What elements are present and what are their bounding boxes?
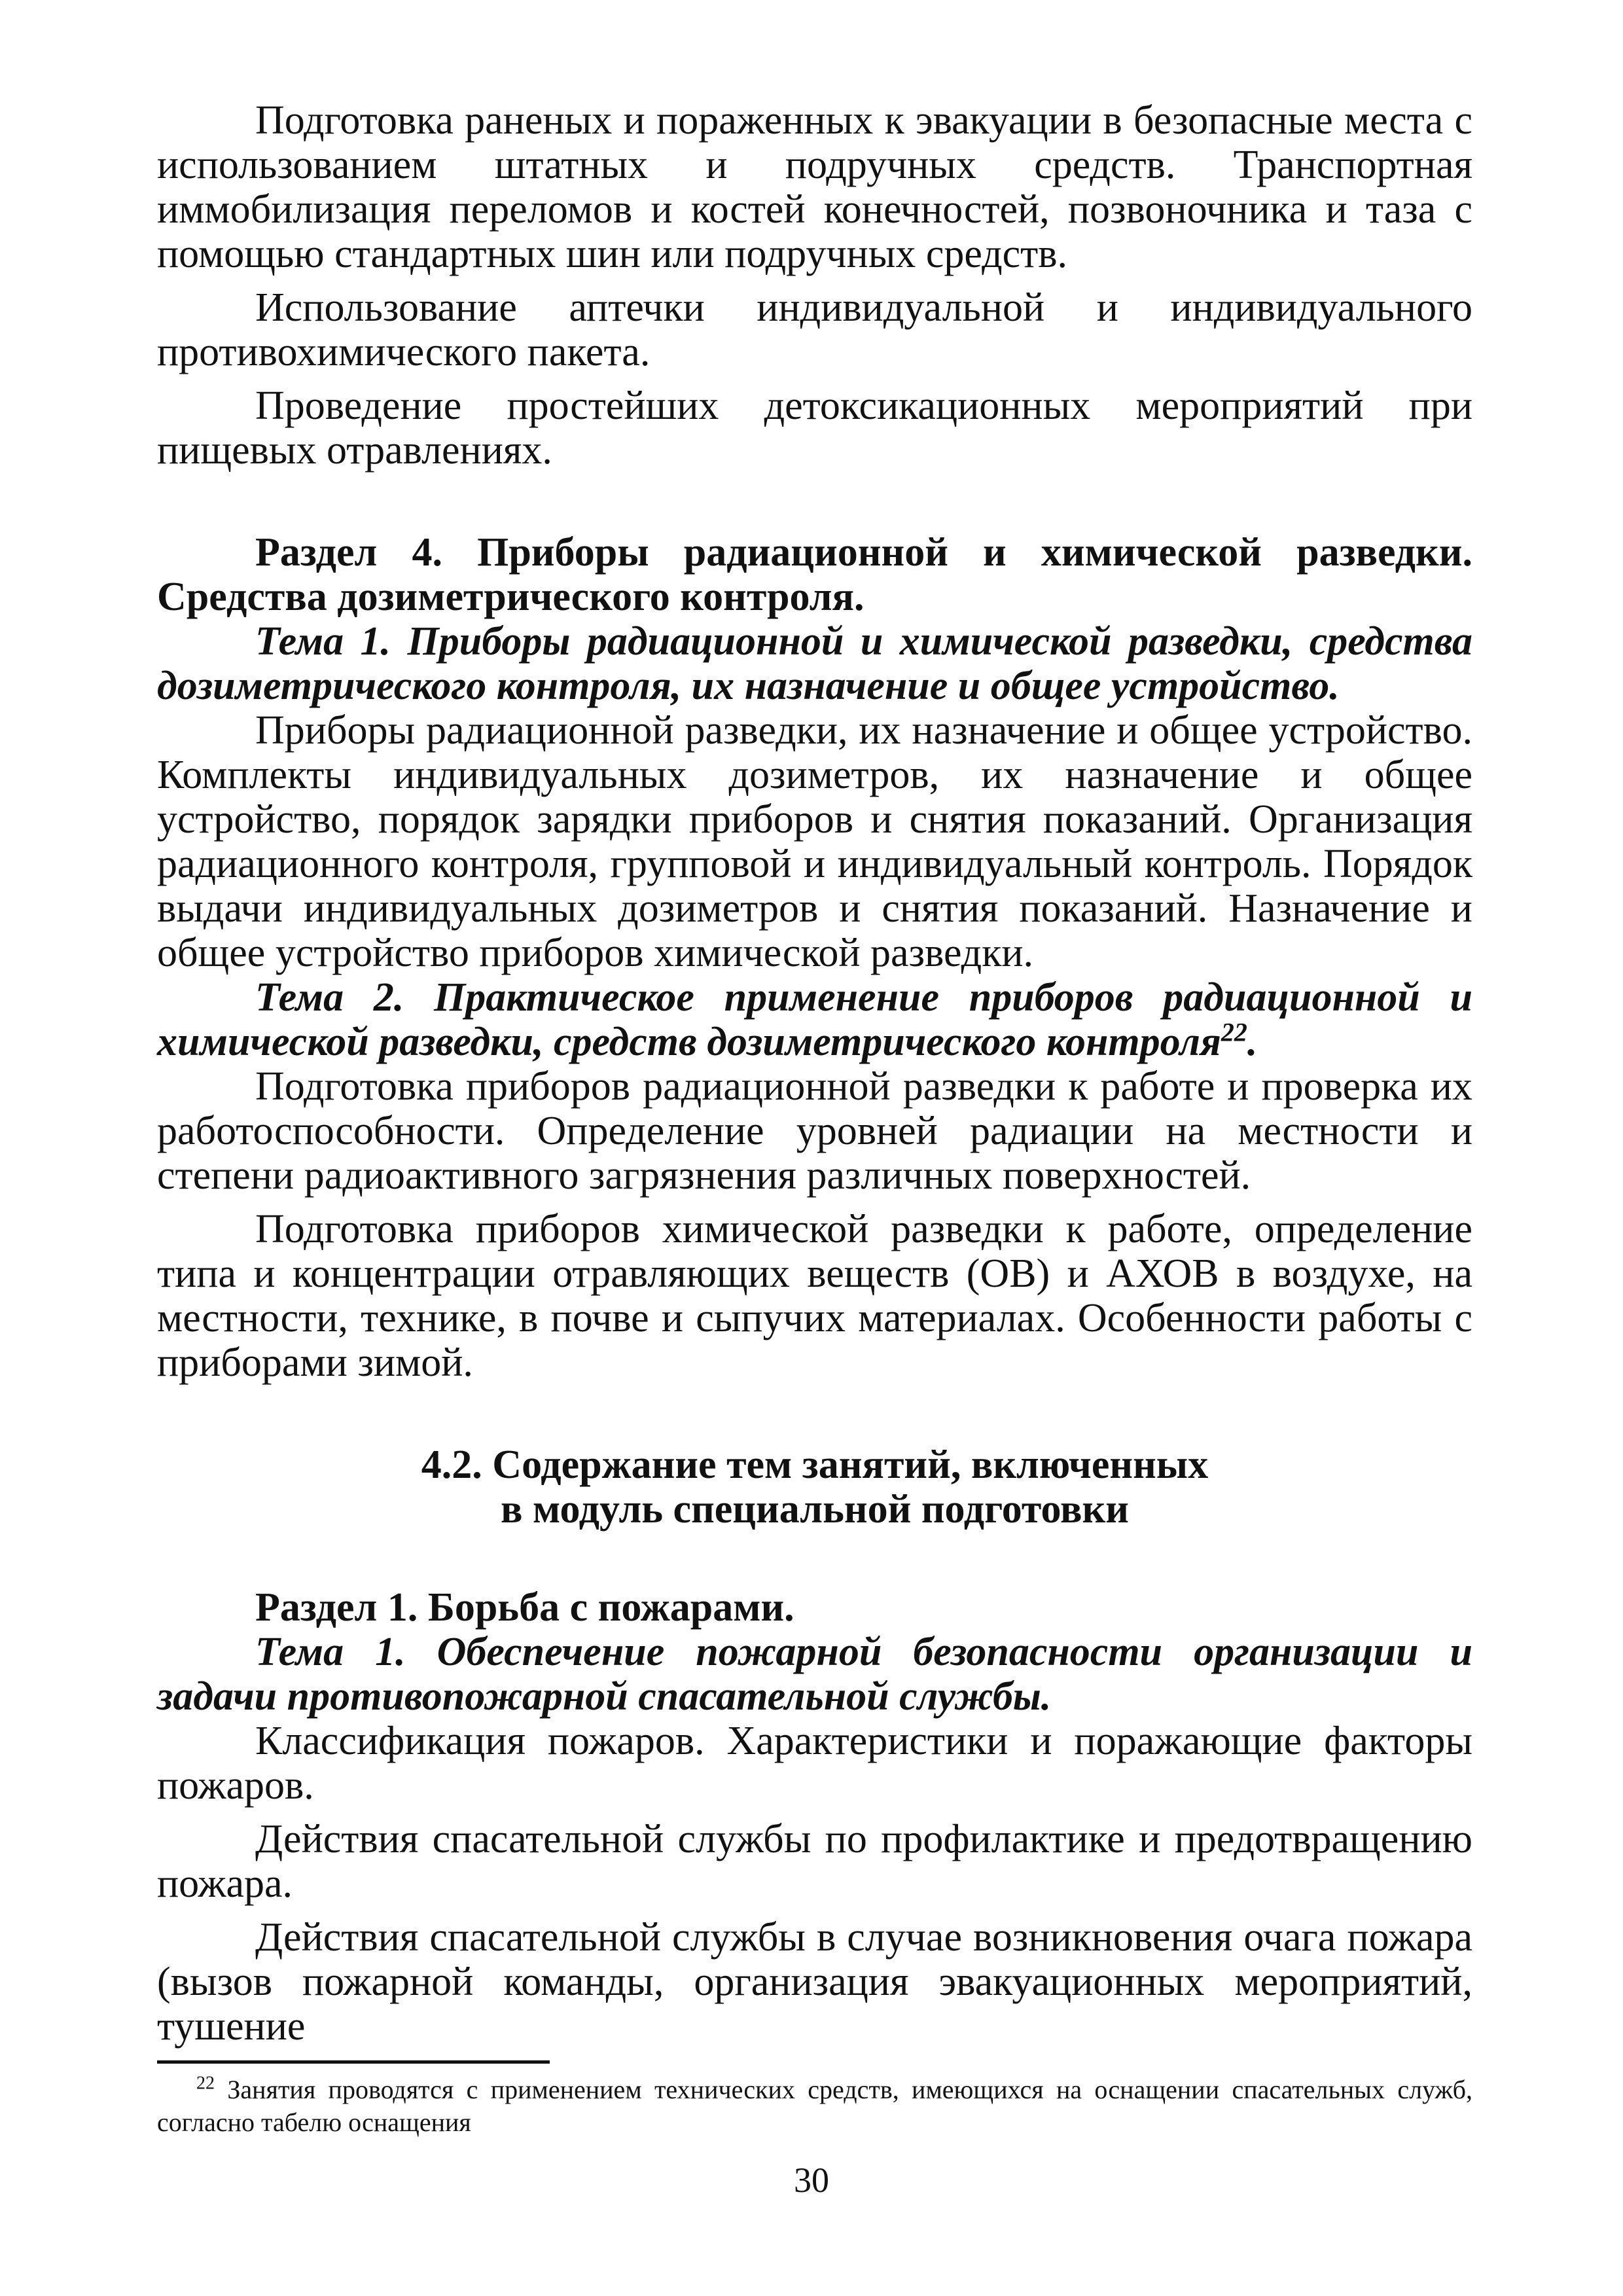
section-4-title: Раздел 4. Приборы радиационной и химической разведки. Средства дозиметрического контроля. bbox=[157, 530, 1472, 619]
section-1-text-1: Классификация пожаров. Характеристики и поражающие факторы пожаров. bbox=[157, 1719, 1472, 1808]
footnote-reference: 22 bbox=[1221, 1017, 1247, 1047]
topic-2-title-text: Тема 2. Практическое применение приборов радиационной и химической разведки, средств дозиметрического контроля bbox=[157, 975, 1472, 1064]
footnote-number: 22 bbox=[196, 2073, 215, 2094]
section-4-topic-2-title bbox=[157, 975, 1472, 1064]
section-4-topic-2-text-1: Подготовка приборов радиационной разведки к работе и проверка их работоспособности. Определение уровней радиации на местности и степени радиоактивного загрязнения различных поверхностей. bbox=[157, 1064, 1472, 1198]
footnote bbox=[157, 2073, 1472, 2139]
paragraph-first-aid-kit: Использование аптечки индивидуальной и индивидуального противохимического пакета. bbox=[157, 285, 1472, 374]
subsection-title-line-1: 4.2. Содержание тем занятий, включенных bbox=[421, 1443, 1209, 1487]
page-number: 30 bbox=[794, 2161, 829, 2200]
page-body bbox=[157, 98, 1472, 2049]
topic-2-title-end: . bbox=[1247, 1020, 1258, 1064]
section-1-topic-1-title: Тема 1. Обеспечение пожарной безопасности организации и задачи противопожарной спасательной службы. bbox=[157, 1630, 1472, 1719]
section-1-title: Раздел 1. Борьба с пожарами. bbox=[255, 1585, 794, 1630]
section-4-topic-2-text-2: Подготовка приборов химической разведки к работе, определение типа и концентрации отравляющих веществ (ОВ) и АХОВ в воздухе, на местности, технике, в почве и сыпучих материалах. Особенности работы с приборами зимой. bbox=[157, 1207, 1472, 1385]
footnote-text: Занятия проводятся с применением технических средств, имеющихся на оснащении спасательных служб, согласно табелю оснащения bbox=[157, 2075, 1473, 2137]
section-1-text-2: Действия спасательной службы по профилактике и предотвращению пожара. bbox=[157, 1817, 1472, 1906]
footnote-divider bbox=[157, 2060, 550, 2064]
subsection-title-line-2: в модуль специальной подготовки bbox=[501, 1487, 1129, 1532]
paragraph-evacuation: Подготовка раненых и пораженных к эвакуации в безопасные места с использованием штатных и подручных средств. Транспортная иммобилизация переломов и костей конечностей, позвоночника и таза с помощью стандартных шин или подручных средств. bbox=[157, 98, 1472, 276]
paragraph-detox: Проведение простейших детоксикационных мероприятий при пищевых отравлениях. bbox=[157, 384, 1472, 473]
section-4-topic-1-text: Приборы радиационной разведки, их назначение и общее устройство. Комплекты индивидуальных дозиметров, их назначение и общее устройство, порядок зарядки приборов и снятия показаний. Организация радиационного контроля, групповой и индивидуальный контроль. Порядок выдачи индивидуальных дозиметров и снятия показаний. Назначение и общее устройство приборов химической разведки. bbox=[157, 708, 1472, 975]
section-1-text-3: Действия спасательной службы в случае возникновения очага пожара (вызов пожарной команды, организация эвакуационных мероприятий, тушение bbox=[157, 1915, 1472, 2049]
section-4-topic-1-title: Тема 1. Приборы радиационной и химической разведки, средства дозиметрического контроля, их назначение и общее устройство. bbox=[157, 619, 1472, 708]
